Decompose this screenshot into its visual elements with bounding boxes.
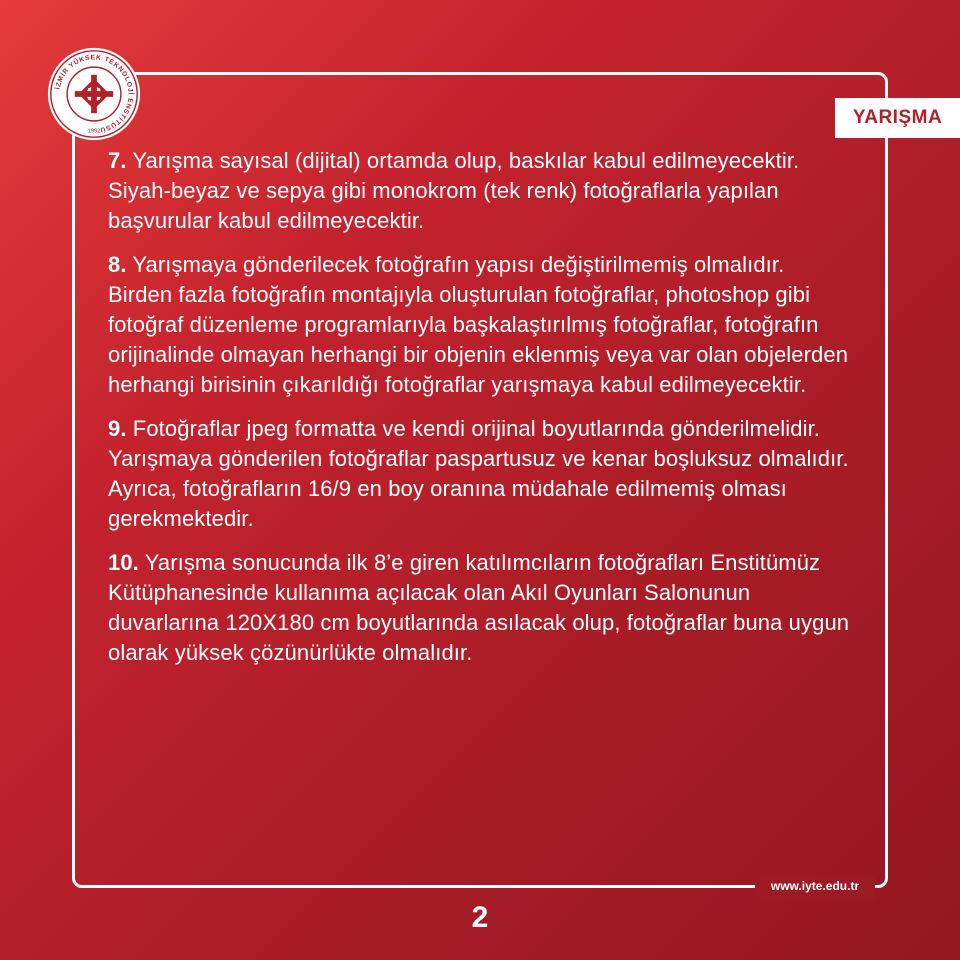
rule-item [108,414,853,534]
institute-logo-icon [46,46,142,142]
rule-item [108,548,853,668]
rule-item [108,250,853,400]
svg-text:1992: 1992 [87,128,101,135]
rule-number: 7. [108,148,127,173]
rule-number: 8. [108,252,127,277]
rule-item [108,146,853,236]
website-link[interactable]: www.iyte.edu.tr [770,879,860,893]
rule-number: 9. [108,416,127,441]
page-number: 2 [471,901,489,934]
rule-text: Yarışma sayısal (dijital) ortamda olup, baskılar kabul edilmeyecektir. Siyah-beyaz ve sepya gibi monokrom (tek renk) fotoğraflarla yapılan başvurular kabul edilmeyecektir. [108,148,800,233]
rule-text: Fotoğraflar jpeg formatta ve kendi orijinal boyutlarında gönderilmelidir. Yarışmaya gönderilen fotoğraflar paspartusuz ve kenar boşluksuz olmalıdır. Ayrıca, fotoğrafların 16/9 en boy oranına müdahale edilmemiş olması gerekmektedir. [108,416,849,531]
rules-list [108,146,853,682]
rule-text: Yarışmaya gönderilecek fotoğrafın yapısı değiştirilmemiş olmalıdır. Birden fazla fotoğrafın montajıyla oluşturulan fotoğraflar, photoshop gibi fotoğraf düzenleme programlarıyla başkalaştırılmış fotoğraflar, fotoğrafın orijinalinde olmayan herhangi bir objenin eklenmiş veya var olan objelerden herhangi birisinin çıkarıldığı fotoğraflar yarışmaya kabul edilmeyecektir. [108,252,849,397]
svg-text:İZMİR YÜKSEK TEKNOLOJİ ENSTİTÜ: İZMİR YÜKSEK TEKNOLOJİ ENSTİTÜSÜ [54,54,134,134]
rule-text: Yarışma sonucunda ilk 8’e giren katılımcıların fotoğrafları Enstitümüz Kütüphanesinde kullanıma açılacak olan Akıl Oyunları Salonunun duvarlarına 120X180 cm boyutlarında asılacak olup, fotoğraflar buna uygun olarak yüksek çözünürlükte olmalıdır. [108,550,850,665]
rule-number: 10. [108,550,139,575]
category-tag: YARIŞMA [835,98,960,138]
